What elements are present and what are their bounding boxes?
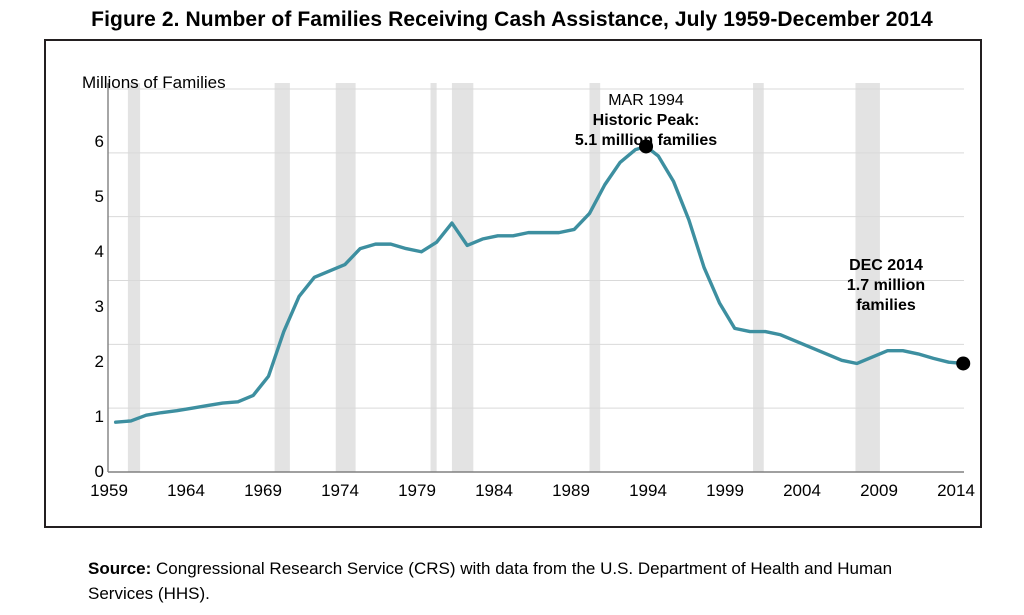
y-tick-4: 4	[94, 242, 104, 261]
y-axis-title: Millions of Families	[82, 73, 226, 92]
x-tick-1984: 1984	[475, 481, 513, 500]
source-text: Congressional Research Service (CRS) with data from the U.S. Department of Health and Human Services (HHS).	[88, 559, 893, 603]
x-tick-1999: 1999	[706, 481, 744, 500]
source-label: Source:	[88, 559, 152, 578]
annotation-peak-line2: Historic Peak:	[592, 112, 700, 129]
x-tick-1959: 1959	[90, 481, 128, 500]
x-tick-2004: 2004	[783, 481, 821, 500]
y-tick-3: 3	[94, 297, 104, 316]
x-tick-2014: 2014	[937, 481, 975, 500]
x-tick-1969: 1969	[244, 481, 282, 500]
y-tick-1: 1	[94, 407, 104, 426]
x-tick-1994: 1994	[629, 481, 667, 500]
x-tick-2009: 2009	[860, 481, 898, 500]
recession-bands	[128, 83, 880, 472]
x-tick-1989: 1989	[552, 481, 590, 500]
x-tick-1974: 1974	[321, 481, 359, 500]
source-note	[88, 556, 958, 606]
y-tick-2: 2	[94, 352, 104, 371]
x-tick-1979: 1979	[398, 481, 436, 500]
annotation-peak-line1: MAR 1994	[608, 92, 684, 109]
annotation-peak-line3: 5.1 million families	[574, 132, 718, 149]
annotation-historic-peak	[526, 91, 766, 151]
chart-frame	[44, 39, 982, 528]
data-point-markers	[639, 139, 970, 370]
annotation-dec-2014	[806, 256, 966, 316]
annotation-last-line3: families	[856, 297, 916, 314]
annotation-last-line2: 1.7 million	[846, 277, 926, 294]
annotation-last-line1: DEC 2014	[849, 257, 923, 274]
page-title: Figure 2. Number of Families Receiving Cash Assistance, July 1959-December 2014	[91, 8, 933, 31]
y-tick-0: 0	[94, 462, 104, 481]
x-tick-1964: 1964	[167, 481, 205, 500]
y-tick-6: 6	[94, 132, 104, 151]
chart-plot-area	[46, 41, 980, 526]
y-tick-5: 5	[94, 187, 104, 206]
